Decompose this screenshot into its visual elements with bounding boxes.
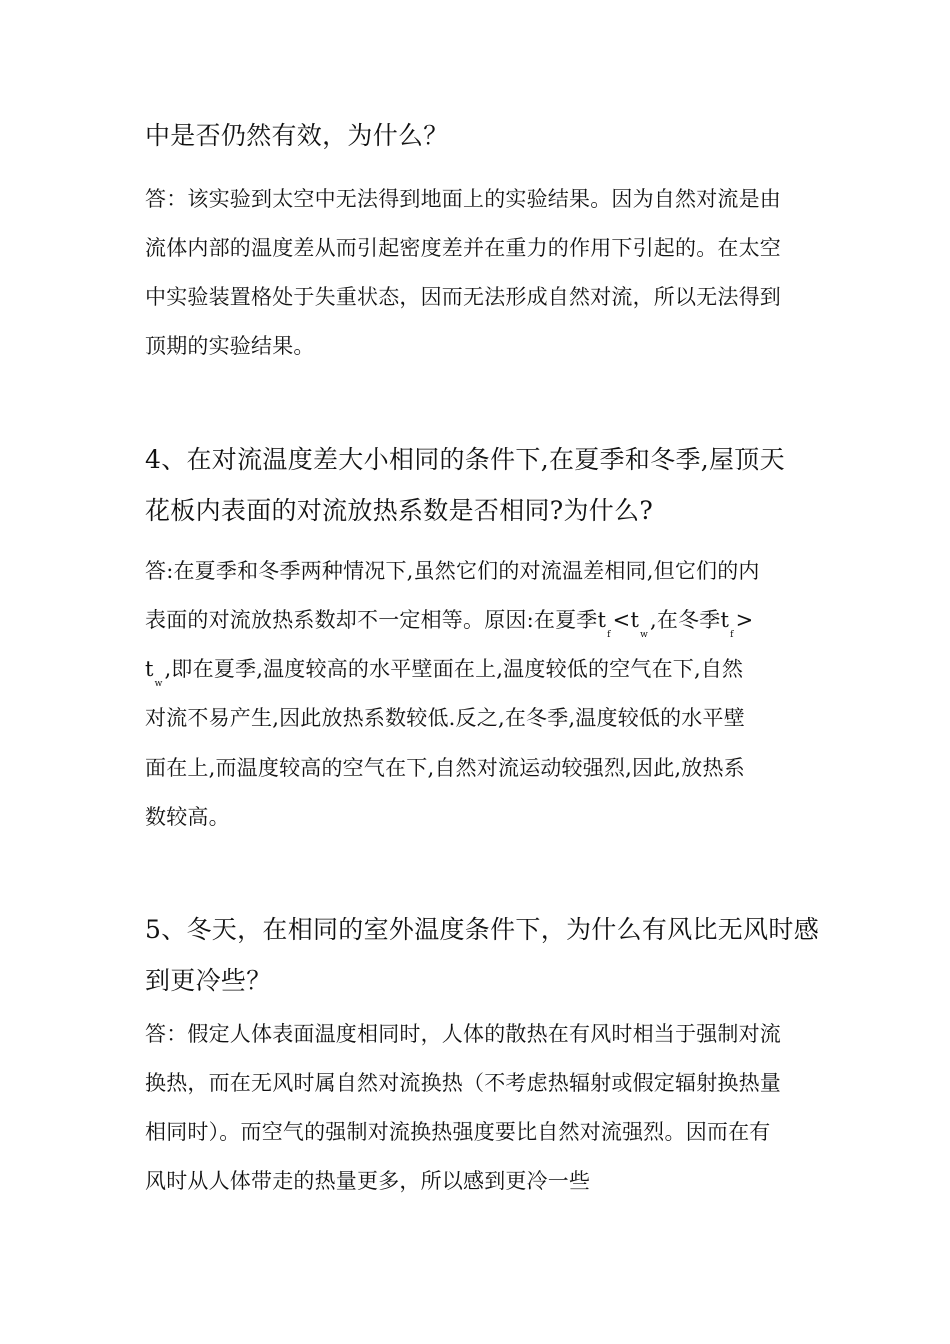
answer-4-line-2-part-d: > [735, 608, 754, 632]
answer-3-line-3: 中实验装置格处于失重状态，因而无法形成自然对流，所以无法得到 [145, 285, 781, 309]
question-4-line-1: 4、在对流温度差大小相同的条件下,在夏季和冬季,屋顶天 [145, 445, 785, 474]
answer-3-line-4: 顶期的实验结果。 [145, 334, 315, 358]
answer-4-line-5: 面在上,而温度较高的空气在下,自然对流运动较强烈,因此,放热系 [145, 756, 745, 780]
answer-4-line-3-part-a: t [145, 657, 154, 681]
answer-5-line-1: 答：假定人体表面温度相同时，人体的散热在有风时相当于强制对流 [145, 1022, 781, 1046]
answer-4-line-3-part-b: ,即在夏季,温度较高的水平壁面在上,温度较低的空气在下,自然 [164, 657, 744, 681]
question-3-tail: 中是否仍然有效，为什么？ [145, 121, 449, 150]
answer-3-line-1: 答：该实验到太空中无法得到地面上的实验结果。因为自然对流是由 [145, 187, 781, 211]
answer-4-line-4: 对流不易产生,因此放热系数较低.反之,在冬季,温度较低的水平壁 [145, 706, 745, 730]
subscript-f: f [730, 630, 734, 640]
answer-4-line-1: 答:在夏季和冬季两种情况下,虽然它们的对流温差相同,但它们的内 [145, 559, 760, 583]
answer-5-line-4: 风时从人体带走的热量更多，所以感到更冷一些 [145, 1169, 591, 1193]
question-5-line-2: 到更冷些？ [145, 966, 272, 995]
subscript-w: w [640, 630, 648, 640]
answer-4-line-2-part-a: 表面的对流放热系数却不一定相等。原因:在夏季t [145, 608, 607, 632]
answer-3-line-2: 流体内部的温度差从而引起密度差并在重力的作用下引起的。在太空 [145, 236, 781, 260]
question-5-line-1: 5、冬天，在相同的室外温度条件下，为什么有风比无风时感 [145, 915, 820, 944]
answer-5-line-2: 换热，而在无风时属自然对流换热（不考虑热辐射或假定辐射换热量 [145, 1071, 781, 1095]
answer-4-line-2-part-c: ,在冬季t [650, 608, 730, 632]
answer-4-line-2 [145, 604, 754, 640]
subscript-f: f [607, 630, 611, 640]
answer-5-line-3: 相同时）。而空气的强制对流换热强度要比自然对流强烈。因而在有 [145, 1120, 771, 1144]
question-4-line-2: 花板内表面的对流放热系数是否相同?为什么? [145, 496, 654, 525]
subscript-w: w [154, 679, 163, 689]
answer-4-line-2-part-b: <t [612, 608, 640, 632]
answer-4-line-6: 数较高。 [145, 805, 230, 829]
answer-4-line-3 [145, 653, 744, 689]
